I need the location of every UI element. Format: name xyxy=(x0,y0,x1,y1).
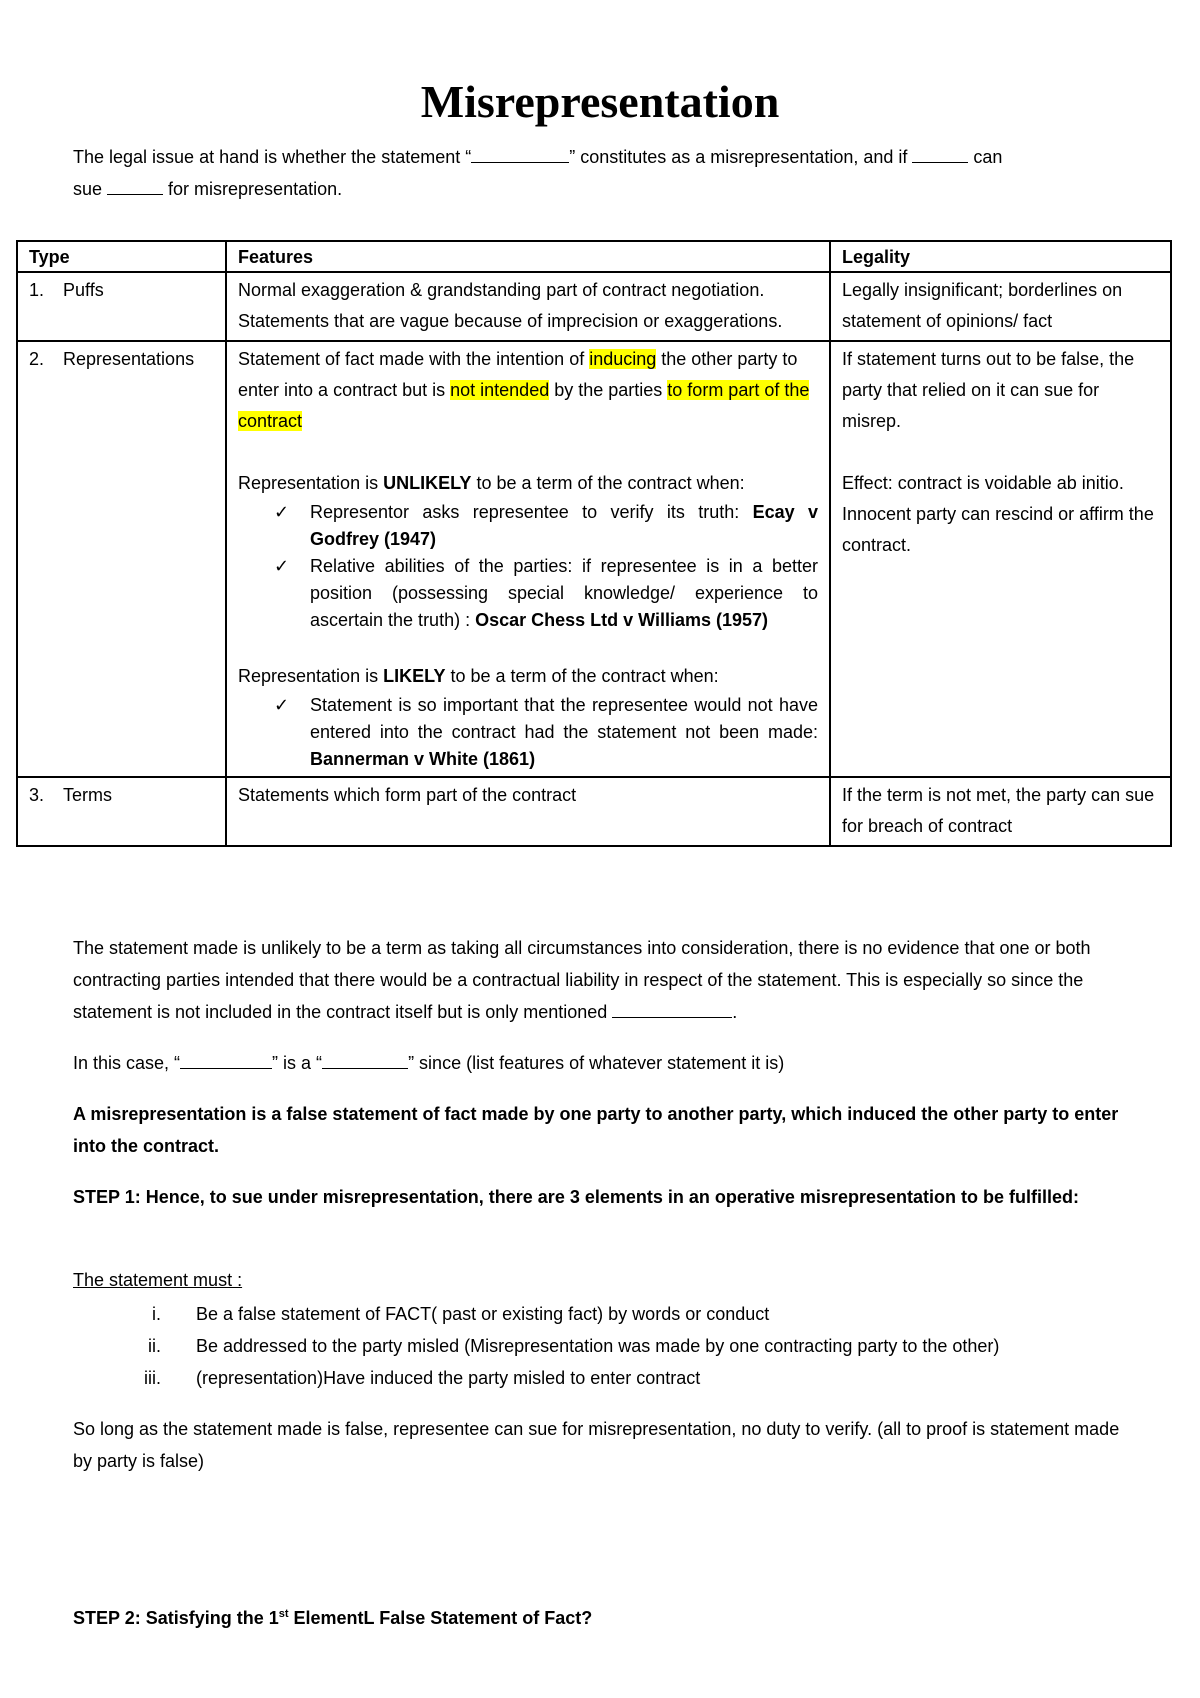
so-long-paragraph: So long as the statement made is false, representee can sue for misrepresentation, no duty to verify. (all to proof is statement made by party is false) xyxy=(73,1419,1120,1471)
intro-text: can xyxy=(968,147,1003,167)
row-features-cell xyxy=(226,341,830,777)
elements-list xyxy=(73,1298,1133,1394)
case-paragraph xyxy=(73,1047,1133,1079)
row-type-cell xyxy=(17,777,226,846)
likely-heading xyxy=(238,661,818,692)
intro-paragraph xyxy=(73,141,1133,205)
highlight-inducing: inducing xyxy=(589,349,657,369)
item-text: Be a false statement of FACT( past or existing fact) by words or conduct xyxy=(196,1304,770,1324)
intro-text: ” constitutes as a misrepresentation, and if xyxy=(569,147,913,167)
list-item xyxy=(73,1330,1133,1362)
list-item xyxy=(274,692,818,773)
blank-party xyxy=(107,176,163,195)
text: by the parties xyxy=(549,380,668,400)
list-item xyxy=(73,1298,1133,1330)
row-features-cell: Statements which form part of the contract xyxy=(226,777,830,846)
blank-statement xyxy=(471,144,569,163)
step1-heading: STEP 1: Hence, to sue under misrepresentation, there are 3 elements in an operative misrepresentation to be fulfilled: xyxy=(73,1187,1079,1207)
text: Relative abilities of the parties: if representee is in a better position (possessing special knowledge/ experience to ascertain the truth) : xyxy=(310,556,818,630)
item-text: (representation)Have induced the party misled to enter contract xyxy=(196,1368,701,1388)
unlikely-term-paragraph: The statement made is unlikely to be a term as taking all circumstances into consideration, there is no evidence that one or both contracting parties intended that there would be a contractual liability in respect of the statement. This is especially so since the statement is not included in the contract itself but is only mentioned . xyxy=(73,938,1091,1022)
unlikely-list xyxy=(238,499,818,634)
text: Representation is xyxy=(238,666,384,686)
row-type-cell xyxy=(17,341,226,777)
row-features-cell: Normal exaggeration & grandstanding part of contract negotiation. Statements that are vague because of imprecision or exaggerations. xyxy=(226,272,830,341)
checkmark-icon: ✓ xyxy=(274,695,290,715)
list-item xyxy=(274,499,818,553)
text: ” is a “ xyxy=(272,1053,323,1073)
blank-party xyxy=(912,144,968,163)
legality-effect: Effect: contract is voidable ab initio. Innocent party can rescind or affirm the contract. xyxy=(842,473,1154,555)
row-type-cell xyxy=(17,272,226,341)
text: ElementL False Statement of Fact? xyxy=(288,1608,593,1628)
checkmark-icon: ✓ xyxy=(274,502,290,522)
step2-heading xyxy=(73,1602,1133,1634)
text: to be a term of the contract when: xyxy=(471,473,745,493)
table-row xyxy=(17,777,1171,846)
representation-definition xyxy=(238,344,818,437)
intro-text: for misrepresentation. xyxy=(163,179,343,199)
row-type: Puffs xyxy=(63,280,104,300)
statement-types-table xyxy=(16,240,1172,847)
text: In this case, “ xyxy=(73,1053,181,1073)
case-citation: Oscar Chess Ltd v Williams (1957) xyxy=(475,610,769,630)
item-text: Be addressed to the party misled (Misrepresentation was made by one contracting party to the other) xyxy=(196,1336,1000,1356)
highlight-not-intended: not intended xyxy=(450,380,550,400)
checkmark-icon: ✓ xyxy=(274,556,290,576)
list-item xyxy=(73,1362,1133,1394)
case-citation: Bannerman v White (1861) xyxy=(310,749,536,769)
case-citation: Ecay v Godfrey (1947) xyxy=(310,502,818,549)
unlikely-word: UNLIKELY xyxy=(383,473,472,493)
table-header-row xyxy=(17,241,1171,272)
text: Representation is xyxy=(238,473,384,493)
blank-statement xyxy=(180,1050,272,1069)
text: The statement made is unlikely to be a term as taking all circumstances into consideration, there is no evidence that one or both contracting parties intended that there would be a contractual liability in respect of the statement. This is especially so since the statement is not included in the contract itself but is only mentioned xyxy=(73,938,1091,1022)
text: the other party to enter into a contract but is xyxy=(238,349,798,400)
item-number: i. xyxy=(152,1304,161,1324)
highlight-form-part: to form part of the contract xyxy=(238,380,810,431)
legality-text: If statement turns out to be false, the party that relied on it can sue for misrep. xyxy=(842,349,1135,431)
row-number: 3. xyxy=(29,785,45,805)
unlikely-heading xyxy=(238,468,818,499)
superscript: st xyxy=(278,1608,289,1620)
table-row xyxy=(17,341,1171,777)
text: Statement of fact made with the intention of xyxy=(238,349,590,369)
row-legality-cell: If the term is not met, the party can sue for breach of contract xyxy=(830,777,1171,846)
page-title: Misrepresentation xyxy=(420,76,780,127)
text: STEP 2: Satisfying the 1 xyxy=(73,1608,279,1628)
statement-must-label xyxy=(73,1264,1133,1296)
row-legality-cell: Legally insignificant; borderlines on statement of opinions/ fact xyxy=(830,272,1171,341)
likely-word: LIKELY xyxy=(383,666,446,686)
blank-mentioned xyxy=(612,999,732,1018)
intro-text: The legal issue at hand is whether the statement “ xyxy=(73,147,472,167)
text: Representor asks representee to verify its truth: xyxy=(310,502,753,522)
text: to be a term of the contract when: xyxy=(445,666,719,686)
text: ” since (list features of whatever statement it is) xyxy=(408,1053,785,1073)
list-item xyxy=(274,553,818,634)
header-type: Type xyxy=(17,241,226,272)
row-number: 2. xyxy=(29,349,45,369)
definition-paragraph: A misrepresentation is a false statement of fact made by one party to another party, which induced the other party to enter into the contract. xyxy=(73,1104,1119,1156)
header-legality: Legality xyxy=(830,241,1171,272)
text: Statement is so important that the representee would not have entered into the contract had the statement not been made: xyxy=(310,695,818,742)
item-number: ii. xyxy=(148,1336,161,1356)
item-number: iii. xyxy=(144,1368,161,1388)
intro-text: sue xyxy=(73,179,108,199)
blank-type xyxy=(322,1050,408,1069)
row-type: Representations xyxy=(63,349,195,369)
row-type: Terms xyxy=(63,785,112,805)
row-number: 1. xyxy=(29,280,45,300)
text: The statement must : xyxy=(73,1270,243,1290)
header-features: Features xyxy=(226,241,830,272)
likely-list xyxy=(238,692,818,773)
table-row xyxy=(17,272,1171,341)
row-legality-cell xyxy=(830,341,1171,777)
